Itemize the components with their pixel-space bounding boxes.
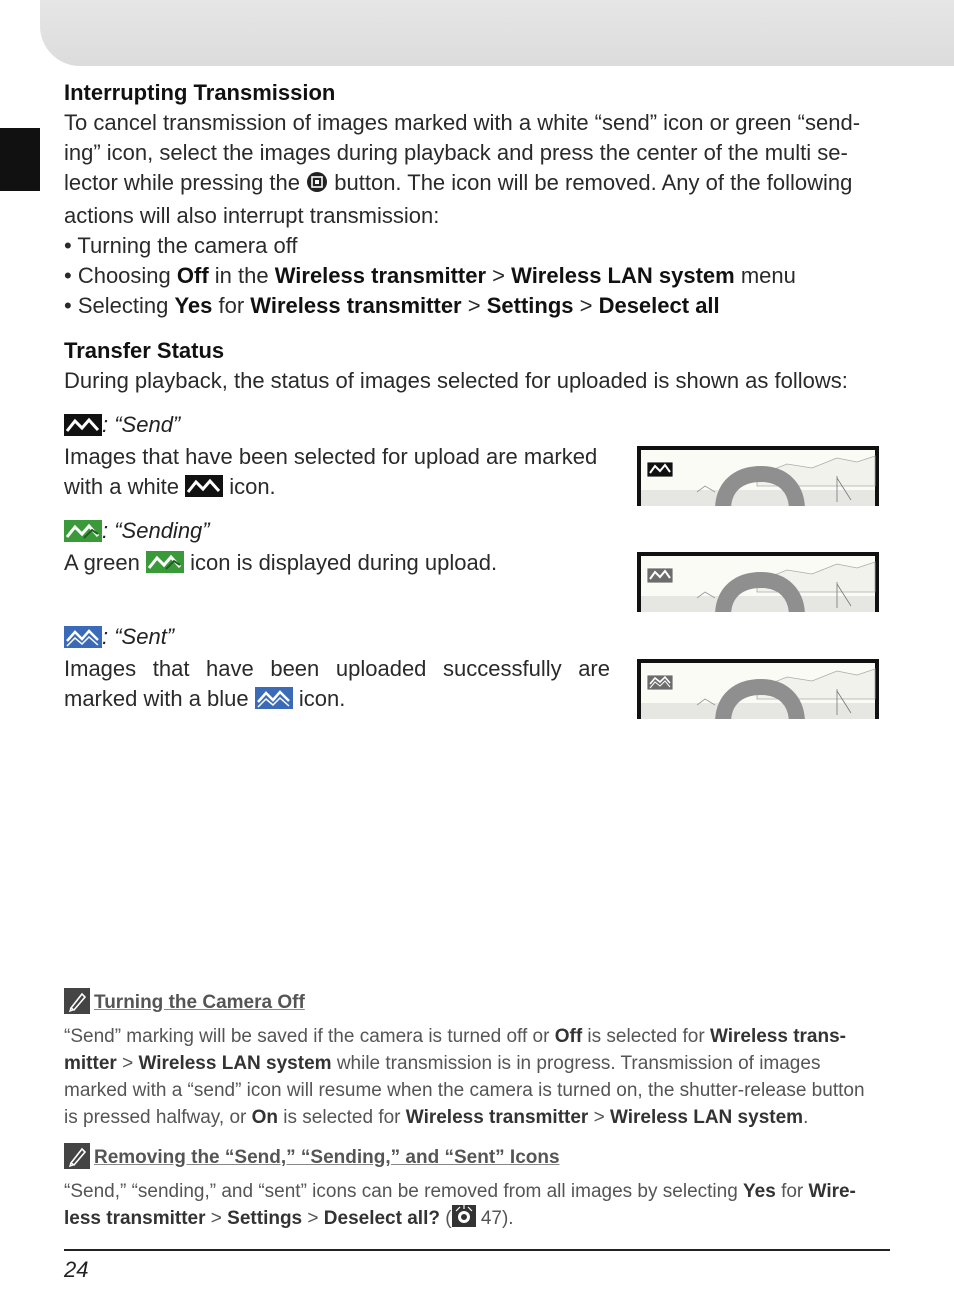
page-header-band xyxy=(40,0,954,66)
sent-heading: : “Sent” xyxy=(64,624,174,650)
footer-rule xyxy=(64,1249,890,1251)
sent-preview-image xyxy=(637,659,879,719)
sending-preview-image xyxy=(637,552,879,612)
bullet-deselect-all: • Selecting Yes for Wireless transmitter > Settings > Deselect all xyxy=(64,293,720,318)
sending-icon xyxy=(64,520,102,548)
note-turning-camera-off-title: Turning the Camera Off xyxy=(64,988,305,1014)
chapter-tab xyxy=(0,128,40,191)
note-removing-icons-title: Removing the “Send,” “Sending,” and “Sent” Icons xyxy=(64,1143,560,1169)
section-title-transfer-status: Transfer Status xyxy=(64,338,225,363)
transfer-status-intro: During playback, the status of images selected for uploaded is shown as follows: xyxy=(64,368,848,393)
sent-description: Images that have been uploaded successfully are marked with a blue icon. xyxy=(64,654,610,717)
note-turning-camera-off-text: “Send” marking will be saved if the camera is turned off or Off is selected for Wireless trans- mitter > Wireless LAN system while transmission is in progress. Transmission of images marked with a “send” icon will resume when the camera is turned on, the shutter-release button is pressed halfway, or On is selected for Wireless transmitter > Wireless LAN system. xyxy=(64,1026,865,1128)
sent-icon xyxy=(255,687,293,717)
send-icon xyxy=(185,475,223,505)
bullet-choosing-off: • Choosing Off in the Wireless transmitter > Wireless LAN system menu xyxy=(64,263,796,288)
note-pencil-icon xyxy=(64,1143,90,1169)
send-preview-image xyxy=(637,446,879,506)
send-heading: : “Send” xyxy=(64,412,180,438)
bullet-camera-off: • Turning the camera off xyxy=(64,233,298,258)
note-pencil-icon xyxy=(64,988,90,1014)
ok-button-icon xyxy=(306,171,328,201)
page-reference-icon xyxy=(452,1205,476,1235)
sending-description: A green icon is displayed during upload. xyxy=(64,548,610,581)
interrupting-paragraph: To cancel transmission of images marked with a white “send” icon or green “send- ing” icon, select the images during playback and press the center of the multi se- lector while pressing the button. The icon will be removed. Any of the following actions will also interrupt transmission: • Turning the camera off • Choosing Off in the Wireless transmitter > Wireless LAN system menu • Selecting Yes for Wireless transmitter > Settings > Deselect all xyxy=(64,108,890,321)
send-icon xyxy=(64,414,102,442)
sent-icon xyxy=(64,626,102,654)
note-removing-icons-text: “Send,” “sending,” and “sent” icons can be removed from all images by selecting Yes for Wire- less transmitter > Settings > Deselect all? ( 47). xyxy=(64,1178,890,1235)
page-number: 24 xyxy=(64,1257,89,1282)
sending-icon xyxy=(146,551,184,581)
send-description: Images that have been selected for upload are marked with a white icon. xyxy=(64,442,610,505)
sending-heading: : “Sending” xyxy=(64,518,210,544)
section-title-interrupting: Interrupting Transmission xyxy=(64,80,336,105)
